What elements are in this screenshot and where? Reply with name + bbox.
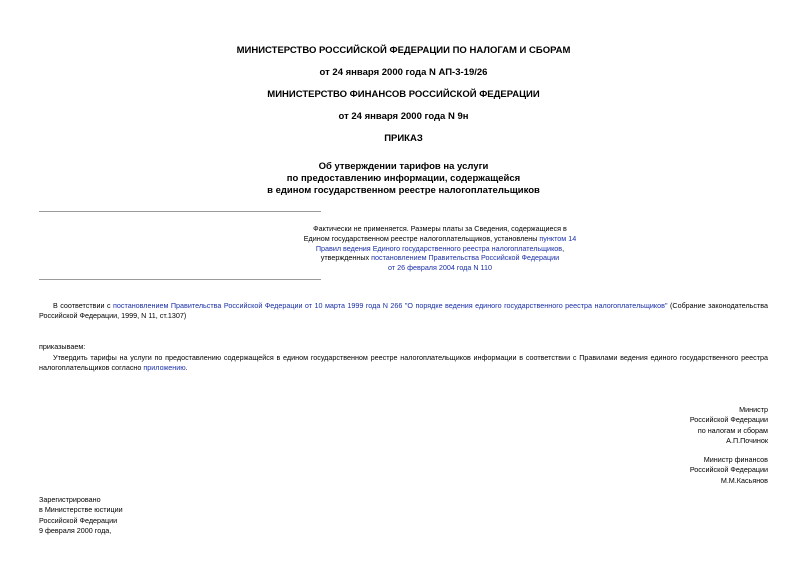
date-tax-heading: от 24 января 2000 года N АП-3-19/26 [319,67,488,78]
signature-line: М.М.Касьянов [720,475,768,485]
registration-line: Российской Федерации [39,515,118,525]
link-point-14[interactable]: пунктом 14 [539,233,577,243]
registration-note [39,495,123,537]
link-appendix[interactable]: приложению [143,363,186,373]
note-text: , [562,243,565,253]
order-text: Утвердить тарифы на услуги по предоставлению содержащейся в едином государственном реестре налогоплательщиков информации в соответствии с Правилами ведения единого государственного реестра налогоплательщиков согласно [39,353,768,373]
signature-line: Министр финансов [703,455,768,464]
title-line: в едином государственном реестре налогоплательщиков [267,185,540,196]
signature-line: Российской Федерации [689,465,768,475]
signature-line: Российской Федерации [689,415,768,425]
note-text: утвержденных [320,253,372,263]
document-title [0,161,807,197]
note-text: Едином государственном реестре налогоплательщиков, установлены [303,233,540,243]
note-line [250,234,630,244]
note-line [250,263,630,273]
doc-type-heading: ПРИКАЗ [384,133,423,144]
signature-line: по налогам и сборам [697,425,768,435]
note-line: Фактически не применяется. Размеры платы за Сведения, содержащиеся в [313,224,567,233]
ministry-tax-heading: МИНИСТЕРСТВО РОССИЙСКОЙ ФЕДЕРАЦИИ ПО НАЛОГАМ И СБОРАМ [236,45,571,56]
preamble-text: В соответствии с [53,301,113,310]
divider-bottom [39,279,321,280]
order-paragraph [39,353,768,374]
date-finance-heading: от 24 января 2000 года N 9н [338,111,469,122]
preamble-text: (Собрание законодательства Российской Федерации, 1999, N 11, ст.1307) [39,301,768,321]
registration-line: 9 февраля 2000 года, [39,526,112,536]
title-line: Об утверждении тарифов на услуги [318,161,489,172]
link-government-decree[interactable]: постановлением Правительства Российской Федерации [371,253,560,263]
link-decree-266[interactable]: постановлением Правительства Российской Федерации от 10 марта 1999 года N 266 "О порядке ведения единого государственного реестра налогоплательщиков" [113,301,668,310]
note-line [250,253,630,263]
order-text: . [185,363,188,373]
title-line: по предоставлению информации, содержащейся [286,173,521,184]
order-word: приказываем: [39,342,86,351]
signature-line: А.П.Починок [726,436,768,446]
signature-finance-minister [690,455,768,486]
link-registry-rules[interactable]: Правил ведения Единого государственного реестра налогоплательщиков [315,243,563,253]
signature-line: Министр [739,405,768,414]
preamble-paragraph [39,301,768,322]
status-note [250,224,630,273]
note-line [250,244,630,254]
registration-line: Зарегистрировано [39,495,101,504]
ministry-finance-heading: МИНИСТЕРСТВО ФИНАНСОВ РОССИЙСКОЙ ФЕДЕРАЦИИ [267,89,540,100]
signature-tax-minister [690,405,768,447]
registration-line: в Министерстве юстиции [39,505,123,515]
link-decree-date[interactable]: от 26 февраля 2004 года N 110 [387,263,493,273]
divider-top [39,211,321,212]
